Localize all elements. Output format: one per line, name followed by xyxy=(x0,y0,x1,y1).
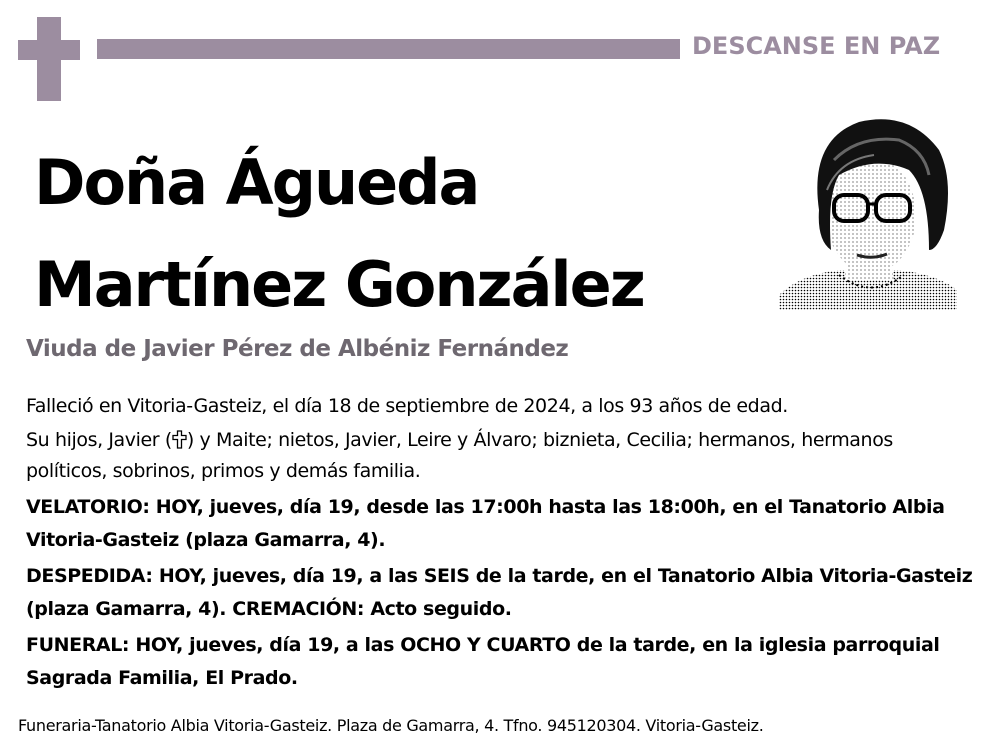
family-after-cross: ) y Maite; nietos, Javier, Leire y Álvaro; biznieta, Cecilia; hermanos, hermanos políticos, sobrinos, primos y demás familia. xyxy=(26,429,893,482)
farewell-notice: DESPEDIDA: HOY, jueves, día 19, a las SEIS de la tarde, en el Tanatorio Albia Vitoria-Gasteiz (plaza Gamarra, 4). CREMACIÓN: Acto seguido. xyxy=(26,565,973,620)
funeral-notice: FUNERAL: HOY, jueves, día 19, a las OCHO Y CUARTO de la tarde, en la iglesia parroquial Sagrada Familia, El Prado. xyxy=(26,634,940,689)
announcement-body xyxy=(26,390,976,695)
wake-notice: VELATORIO: HOY, jueves, día 19, desde las 17:00h hasta las 18:00h, en el Tanatorio Albia Vitoria-Gasteiz (plaza Gamarra, 4). xyxy=(26,496,945,551)
deceased-cross-icon xyxy=(172,428,187,447)
death-notice: Falleció en Vitoria-Gasteiz, el día 18 de septiembre de 2024, a los 93 años de edad. xyxy=(26,395,788,417)
subtitle-widow: Viuda de Javier Pérez de Albéniz Fernández xyxy=(26,336,569,362)
name-line-2: Martínez González xyxy=(34,248,644,321)
footer-funeral-home: Funeraria-Tanatorio Albia Vitoria-Gasteiz. Plaza de Gamarra, 4. Tfno. 945120304. Vitoria-Gasteiz. xyxy=(18,716,764,735)
name-line-1: Doña Águeda xyxy=(34,146,479,219)
family-before-cross: Su hijos, Javier ( xyxy=(26,429,172,451)
family-notice xyxy=(26,425,976,487)
header-cross-horizontal xyxy=(18,40,80,60)
rip-label: DESCANSE EN PAZ xyxy=(692,32,941,60)
header-bar xyxy=(97,39,680,59)
portrait-photo xyxy=(779,100,957,310)
deceased-name xyxy=(34,132,644,336)
